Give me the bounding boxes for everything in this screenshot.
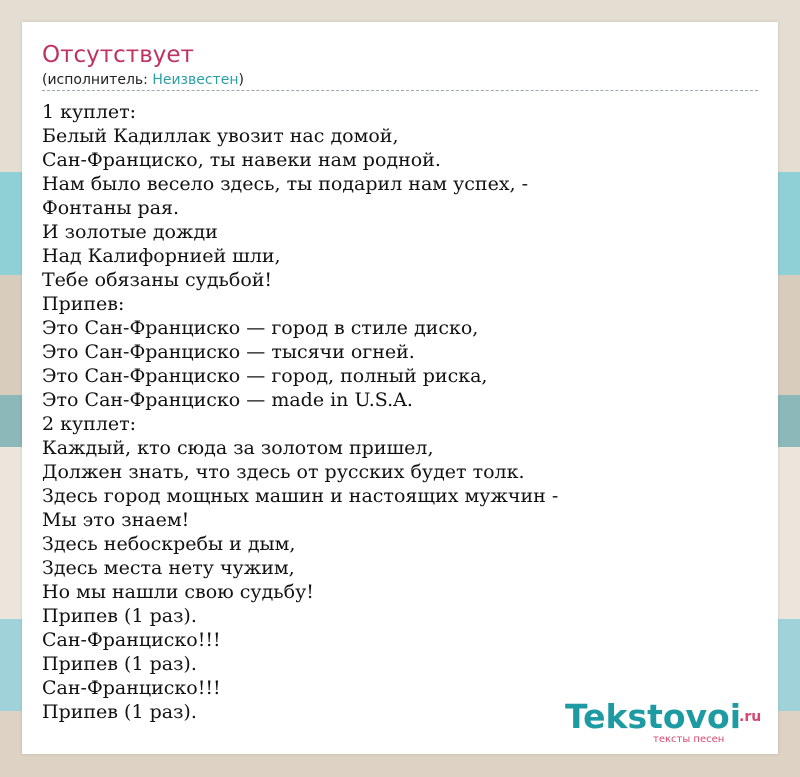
lyric-line: Каждый, кто сюда за золотом пришел,	[42, 437, 434, 459]
lyric-line: Припев (1 раз).	[42, 653, 197, 675]
lyric-line: Припев:	[42, 293, 125, 315]
lyric-line: Это Сан-Франциско — тысячи огней.	[42, 341, 415, 363]
lyric-line: Над Калифорнией шли,	[42, 245, 281, 267]
song-title: Отсутствует	[42, 42, 194, 68]
lyric-line: 1 куплет:	[42, 101, 137, 123]
logo-tld: .ru	[739, 709, 762, 725]
lyric-line: Здесь город мощных машин и настоящих мужчин -	[42, 485, 559, 507]
lyric-line: Это Сан-Франциско — город, полный риска,	[42, 365, 488, 387]
lyric-line: Должен знать, что здесь от русских будет толк.	[42, 461, 525, 483]
lyric-line: Сан-Франциско, ты навеки нам родной.	[42, 149, 441, 171]
lyrics-card	[22, 22, 778, 754]
lyric-line: Припев (1 раз).	[42, 701, 197, 723]
lyric-line: Здесь небоскребы и дым,	[42, 533, 296, 555]
lyric-line: Сан-Франциско!!!	[42, 677, 221, 699]
lyric-line: Это Сан-Франциско — made in U.S.A.	[42, 389, 413, 411]
lyric-line: Фонтаны рая.	[42, 197, 180, 219]
lyric-line: Сан-Франциско!!!	[42, 629, 221, 651]
logo-tagline: тексты песен	[653, 734, 725, 745]
lyric-line: Белый Кадиллак увозит нас домой,	[42, 125, 399, 147]
lyrics-text	[42, 100, 558, 724]
lyric-line: Но мы нашли свою судьбу!	[42, 581, 314, 603]
artist-link[interactable]: Неизвестен	[152, 72, 239, 88]
artist-prefix: (исполнитель:	[42, 72, 153, 88]
lyric-line: 2 куплет:	[42, 413, 137, 435]
lyric-line: Мы это знаем!	[42, 509, 190, 531]
lyric-line: И золотые дожди	[42, 221, 218, 243]
lyric-line: Здесь места нету чужим,	[42, 557, 295, 579]
lyric-line: Тебе обязаны судьбой!	[42, 269, 273, 291]
artist-line	[42, 71, 244, 89]
logo-name: Tekstovoi	[565, 697, 742, 736]
lyric-line: Нам было весело здесь, ты подарил нам успех, -	[42, 173, 529, 195]
tekstovoi-logo[interactable]	[565, 698, 770, 748]
dashed-divider	[42, 90, 758, 91]
lyric-line: Припев (1 раз).	[42, 605, 197, 627]
lyric-line: Это Сан-Франциско — город в стиле диско,	[42, 317, 479, 339]
artist-suffix: )	[238, 72, 244, 88]
